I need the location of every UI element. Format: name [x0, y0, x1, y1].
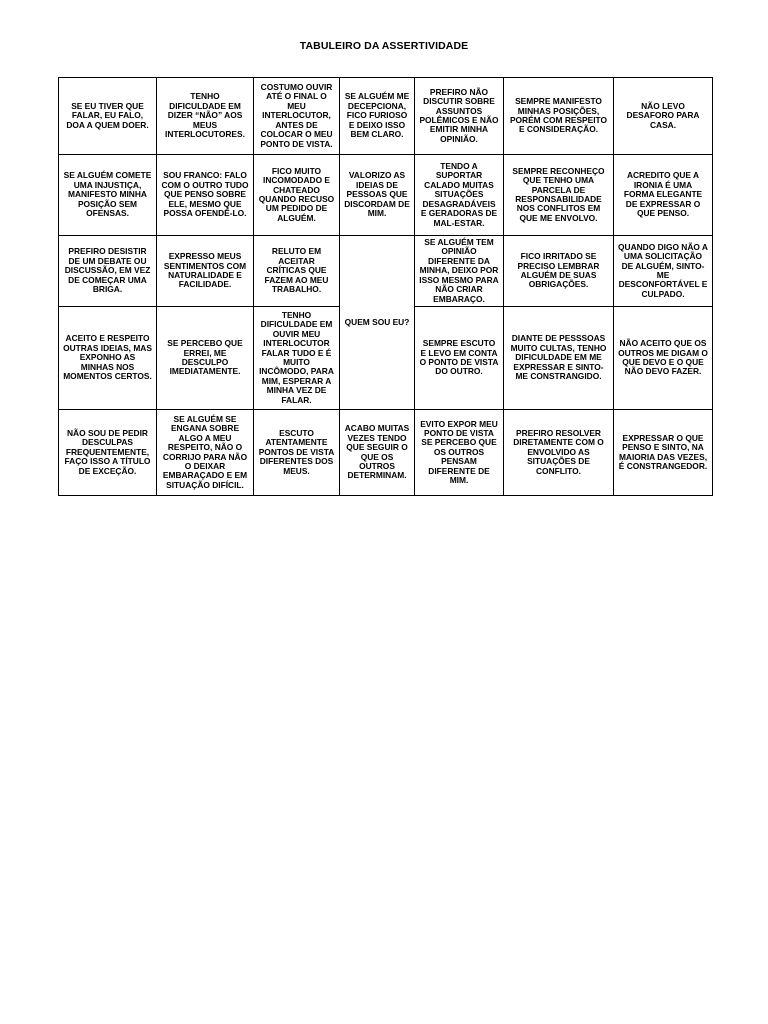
board-cell: FICO MUITO INCOMODADO E CHATEADO QUANDO RECUSO UM PEDIDO DE ALGUÉM.: [254, 155, 340, 236]
board-cell: NÃO LEVO DESAFORO PARA CASA.: [614, 78, 713, 155]
board-cell: PREFIRO NÃO DISCUTIR SOBRE ASSUNTOS POLÊMICOS E NÃO EMITIR MINHA OPINIÃO.: [415, 78, 504, 155]
board-cell: VALORIZO AS IDEIAS DE PESSOAS QUE DISCORDAM DE MIM.: [340, 155, 415, 236]
board-cell: EXPRESSO MEUS SENTIMENTOS COM NATURALIDADE E FACILIDADE.: [157, 236, 254, 307]
board-cell: SE EU TIVER QUE FALAR, EU FALO, DOA A QUEM DOER.: [59, 78, 157, 155]
board-cell: ACABO MUITAS VEZES TENDO QUE SEGUIR O QUE OS OUTROS DETERMINAM.: [340, 410, 415, 496]
board-cell: SEMPRE MANIFESTO MINHAS POSIÇÕES, PORÉM COM RESPEITO E CONSIDERAÇÃO.: [504, 78, 614, 155]
board-cell: NÃO ACEITO QUE OS OUTROS ME DIGAM O QUE DEVO E O QUE NÃO DEVO FAZER.: [614, 307, 713, 410]
board-cell: SE ALGUÉM ME DECEPCIONA, FICO FURIOSO E DEIXO ISSO BEM CLARO.: [340, 78, 415, 155]
board-cell: SEMPRE ESCUTO E LEVO EM CONTA O PONTO DE VISTA DO OUTRO.: [415, 307, 504, 410]
board-cell: COSTUMO OUVIR ATÉ O FINAL O MEU INTERLOCUTOR, ANTES DE COLOCAR O MEU PONTO DE VISTA.: [254, 78, 340, 155]
board-cell: SOU FRANCO: FALO COM O OUTRO TUDO QUE PENSO SOBRE ELE, MESMO QUE POSSA OFENDÊ-LO.: [157, 155, 254, 236]
board-cell: TENHO DIFICULDADE EM DIZER “NÃO” AOS MEUS INTERLOCUTORES.: [157, 78, 254, 155]
board-cell: SEMPRE RECONHEÇO QUE TENHO UMA PARCELA DE RESPONSABILIDADE NOS CONFLITOS EM QUE ME ENVOLVO.: [504, 155, 614, 236]
page-title: TABULEIRO DA ASSERTIVIDADE: [299, 40, 469, 52]
assertiveness-board-table: [58, 77, 713, 496]
board-cell: EXPRESSAR O QUE PENSO E SINTO, NA MAIORIA DAS VEZES, É CONSTRANGEDOR.: [614, 410, 713, 496]
board-cell: SE ALGUÉM TEM OPINIÃO DIFERENTE DA MINHA, DEIXO POR ISSO MESMO PARA NÃO CRIAR EMBARAÇO.: [415, 236, 504, 307]
board-cell: TENHO DIFICULDADE EM OUVIR MEU INTERLOCUTOR FALAR TUDO E É MUITO INCÔMODO, PARA MIM, ESPERAR A MINHA VEZ DE FALAR.: [254, 307, 340, 410]
board-cell: SE ALGUÉM SE ENGANA SOBRE ALGO A MEU RESPEITO, NÃO O CORRIJO PARA NÃO O DEIXAR EMBARAÇADO E EM SITUAÇÃO DIFÍCIL.: [157, 410, 254, 496]
board-cell: PREFIRO RESOLVER DIRETAMENTE COM O ENVOLVIDO AS SITUAÇÕES DE CONFLITO.: [504, 410, 614, 496]
board-row-1: [59, 78, 713, 155]
board-cell: RELUTO EM ACEITAR CRÍTICAS QUE FAZEM AO MEU TRABALHO.: [254, 236, 340, 307]
board-cell: SE ALGUÉM COMETE UMA INJUSTIÇA, MANIFESTO MINHA POSIÇÃO SEM OFENSAS.: [59, 155, 157, 236]
board-cell: NÃO SOU DE PEDIR DESCULPAS FREQUENTEMENTE, FAÇO ISSO A TÍTULO DE EXCEÇÃO.: [59, 410, 157, 496]
board-cell: EVITO EXPOR MEU PONTO DE VISTA SE PERCEBO QUE OS OUTROS PENSAM DIFERENTE DE MIM.: [415, 410, 504, 496]
board-row-3: [59, 236, 713, 307]
board-cell: ESCUTO ATENTAMENTE PONTOS DE VISTA DIFERENTES DOS MEUS.: [254, 410, 340, 496]
board-cell: ACEITO E RESPEITO OUTRAS IDEIAS, MAS EXPONHO AS MINHAS NOS MOMENTOS CERTOS.: [59, 307, 157, 410]
board-cell: QUANDO DIGO NÃO A UMA SOLICITAÇÃO DE ALGUÉM, SINTO-ME DESCONFORTÁVEL E CULPADO.: [614, 236, 713, 307]
board-cell: SE PERCEBO QUE ERREI, ME DESCULPO IMEDIATAMENTE.: [157, 307, 254, 410]
board-cell: PREFIRO DESISTIR DE UM DEBATE OU DISCUSSÃO, EM VEZ DE COMEÇAR UMA BRIGA.: [59, 236, 157, 307]
board-cell: DIANTE DE PESSSOAS MUITO CULTAS, TENHO DIFICULDADE EM ME EXPRESSAR E SINTO-ME CONSTRANGIDO.: [504, 307, 614, 410]
board-row-2: [59, 155, 713, 236]
board-cell: ACREDITO QUE A IRONIA É UMA FORMA ELEGANTE DE EXPRESSAR O QUE PENSO.: [614, 155, 713, 236]
board-cell: TENDO A SUPORTAR CALADO MUITAS SITUAÇÕES DESAGRADÁVEIS E GERADORAS DE MAL-ESTAR.: [415, 155, 504, 236]
board-row-5: [59, 410, 713, 496]
board-cell: FICO IRRITADO SE PRECISO LEMBRAR ALGUÉM DE SUAS OBRIGAÇÕES.: [504, 236, 614, 307]
center-cell-quem-sou-eu: QUEM SOU EU?: [340, 236, 415, 410]
